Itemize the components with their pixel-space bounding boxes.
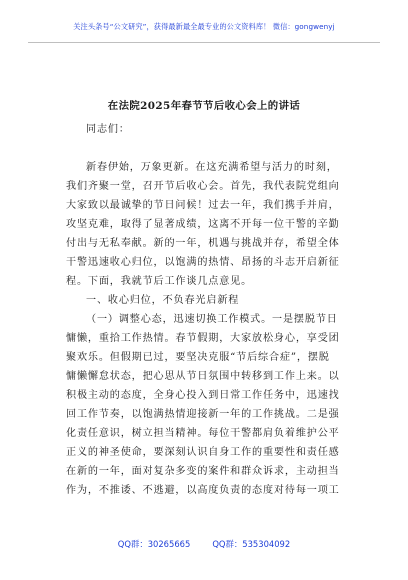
paragraph-line: 慵懒，重拾工作热情。春节假期，大家放松身心，享受团 (66, 333, 340, 344)
paragraph-line: （一）调整心态，迅速切换工作模式。一是摆脱节日 (86, 314, 338, 325)
header-divider (28, 42, 380, 43)
document-title: 在法院2025年春节节后收心会上的讲话 (107, 100, 301, 112)
header-promo-note: 关注头条号“公文研究”，获得最新最全最专业的公文资料库！ 微信：gongwenyj (73, 22, 335, 31)
footer-qq-group-1: QQ群：30265665 (117, 539, 191, 549)
paragraph-line: 大家致以最诚挚的节日问候！过去一年，我们携手并肩， (66, 200, 340, 211)
document-body (62, 120, 356, 500)
paragraph-line: 我们齐聚一堂，召开节后收心会。首先，我代表院党组向 (66, 181, 340, 192)
paragraph-line: 新春伊始，万象更新。在这充满希望与活力的时刻， (86, 162, 338, 173)
paragraph-line: 积极主动的态度，全身心投入到日常工作任务中，迅速找 (66, 390, 340, 401)
paragraph-line: 攻坚克难，取得了显著成绩，这离不开每一位干警的辛勤 (66, 219, 340, 230)
section-heading: 一、收心归位，不负春光启新程 (86, 295, 240, 306)
paragraph-line: 程。下面，我就节后工作谈几点意见。 (66, 276, 253, 287)
paragraph-line: 化责任意识，树立担当精神。每位干警都肩负着维护公平 (66, 428, 340, 439)
blank-line (62, 139, 356, 158)
salutation-line: 同志们： (86, 124, 130, 135)
paragraph-line: 回工作节奏，以饱满热情迎接新一年的工作挑战。二是强 (66, 409, 340, 420)
paragraph-line: 正义的神圣使命，要深刻认识自身工作的重要性和责任感 (66, 447, 340, 458)
paragraph-line: 干警迅速收心归位，以饱满的热情、昂扬的斗志开启新征 (66, 257, 340, 268)
paragraph-line: 作为，不推诿、不逃避，以高度负责的态度对待每一项工 (66, 485, 340, 496)
paragraph-line: 聚欢乐。但假期已过，要坚决克服“节后综合症”，摆脱 (66, 352, 330, 363)
footer-contact (0, 538, 408, 550)
paragraph-line: 在新的一年，面对复杂多变的案件和群众诉求，主动担当 (66, 466, 340, 477)
paragraph-line: 慵懒懈怠状态，把心思从节日氛围中转移到工作上来。以 (66, 371, 340, 382)
paragraph-line: 付出与无私奉献。新的一年，机遇与挑战并存，希望全体 (66, 238, 340, 249)
footer-qq-group-2: QQ群：535304092 (212, 539, 291, 549)
